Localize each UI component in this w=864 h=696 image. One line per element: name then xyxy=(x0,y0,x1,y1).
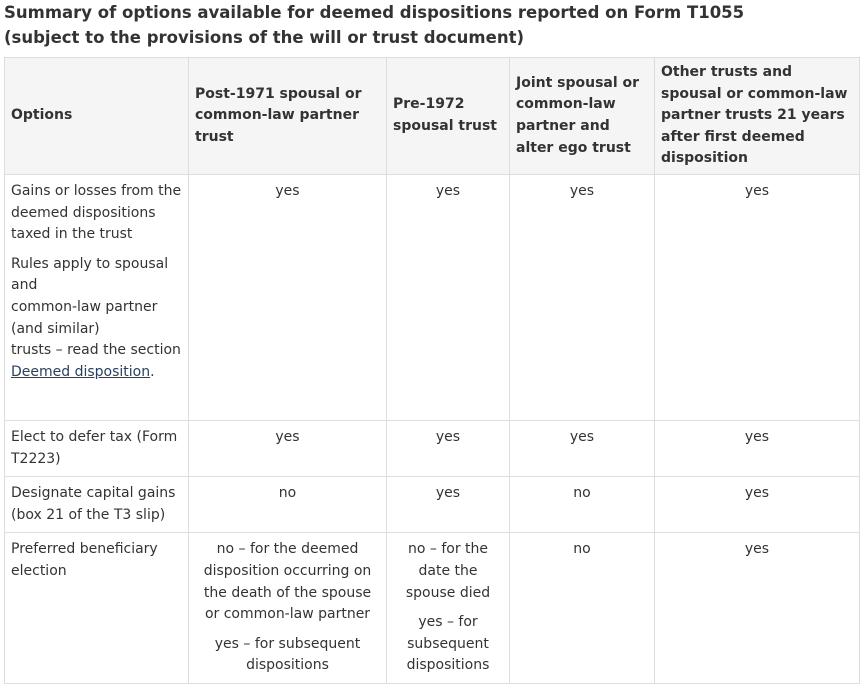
value-cell: yes xyxy=(387,477,510,533)
note-mid-1: common-law partner xyxy=(11,298,158,315)
header-options: Options xyxy=(5,58,189,175)
value-cell: yes xyxy=(189,420,387,476)
value-cell: yes xyxy=(510,174,655,420)
deemed-disposition-link[interactable]: Deemed disposition xyxy=(11,363,151,380)
value-cell: yes xyxy=(655,533,860,684)
table-caption xyxy=(4,0,860,50)
value-cell: yes xyxy=(387,174,510,420)
table-row xyxy=(5,420,860,476)
header-row xyxy=(5,58,860,175)
value-cell xyxy=(387,533,510,684)
note-mid-2: (and similar) xyxy=(11,320,100,337)
table-header xyxy=(5,58,860,175)
option-cell: Designate capital gains (box 21 of the T3 slip) xyxy=(5,477,189,533)
option-note xyxy=(11,254,182,384)
value-cell xyxy=(189,533,387,684)
value-cell: yes xyxy=(655,420,860,476)
option-cell xyxy=(5,174,189,420)
value-cell: no xyxy=(510,477,655,533)
header-post-1971: Post-1971 spousal or common-law partner trust xyxy=(189,58,387,175)
note-mid-3: trusts – read the section xyxy=(11,342,181,359)
value-cell: yes xyxy=(387,420,510,476)
header-joint-alter-ego: Joint spousal or common-law partner and alter ego trust xyxy=(510,58,655,175)
caption-line-1: Summary of options available for deemed dispositions reported on Form T1055 xyxy=(4,3,745,22)
option-label: Gains or losses from the deemed dispositions taxed in the trust xyxy=(11,182,182,243)
table-body xyxy=(5,174,860,683)
option-cell: Preferred beneficiary election xyxy=(5,533,189,684)
option-cell: Elect to defer tax (Form T2223) xyxy=(5,420,189,476)
value-cell: no xyxy=(189,477,387,533)
header-other-trusts: Other trusts and spousal or common-law partner trusts 21 years after first deemed disposition xyxy=(655,58,860,175)
note-prefix: Rules apply to spousal and xyxy=(11,255,169,294)
value-cell: yes xyxy=(510,420,655,476)
table-row xyxy=(5,533,860,684)
value-cell: yes xyxy=(655,477,860,533)
pre-1972-yes: yes – for subsequent dispositions xyxy=(406,614,490,674)
value-cell: yes xyxy=(655,174,860,420)
post-1971-yes: yes – for subsequent dispositions xyxy=(214,635,361,674)
header-pre-1972: Pre-1972 spousal trust xyxy=(387,58,510,175)
post-1971-no: no – for the deemed disposition occurring on the death of the spouse or common-law partner xyxy=(203,541,372,623)
table-row xyxy=(5,174,860,420)
table-row xyxy=(5,477,860,533)
value-cell: no xyxy=(510,533,655,684)
deemed-dispositions-table xyxy=(4,57,860,684)
note-suffix: . xyxy=(150,363,155,380)
value-cell: yes xyxy=(189,174,387,420)
caption-line-2: (subject to the provisions of the will or trust document) xyxy=(4,28,524,47)
pre-1972-no: no – for the date the spouse died xyxy=(405,541,491,601)
